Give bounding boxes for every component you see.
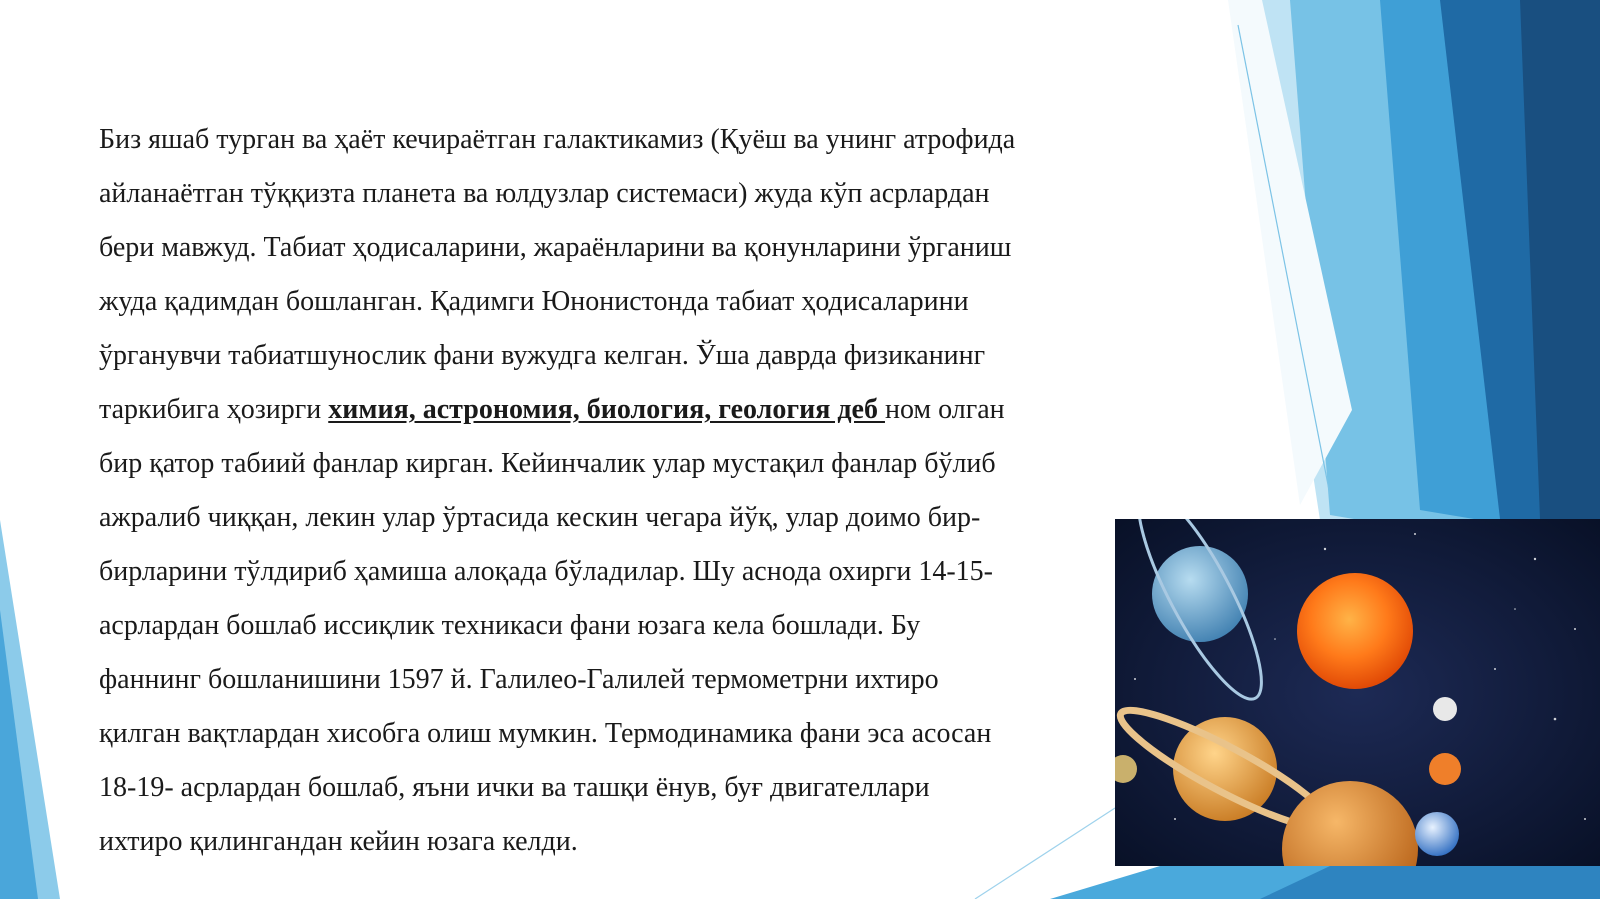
solar-system-image — [1115, 519, 1600, 866]
paragraph-text-part-2: ном олган бир қатор табиий фанлар кирган. Кейинчалик улар мустақил фанлар бўлиб ажралиб чиққан, лекин улар ўртасида кескин чегара йўқ, улар доимо бир- бирларини тўлдириб ҳамиша алоқада бўладилар. Шу аснода охирги 14-15- асрлардан бошлаб иссиқлик техникаси фани юзага кела бошлади. Бу фаннинг бошланишини 1597 й. Галилео-Галилей термометрни ихтиро қилган вақтлардан хисобга олиш мумкин. Термодинамика фани эса асосан 18-19- асрлардан бошлаб, яъни ички ва ташқи ёнув, буғ двигателлари ихтиро қилингандан кейин юзага келди. — [99, 394, 1005, 857]
paragraph-text-part-1: Биз яшаб турган ва ҳаёт кечираётган галактикамиз (Қуёш ва унинг атрофида айланаётган тўққизта планета ва юлдузлар системаси) жуда кўп асрлардан бери мавжуд. Табиат ҳодисаларини, жараёнларини ва қонунларини ўрганиш жуда қадимдан бошланган. Қадимги Юнонистонда табиат ҳодисаларини ўрганувчи табиатшунослик фани вужудга келган. Ўша даврда физиканинг таркибига ҳозирги — [99, 124, 1016, 425]
paragraph-emphasis-sciences: химия, астрономия, биология, геология деб — [328, 394, 885, 425]
body-paragraph — [99, 113, 1099, 869]
solar-system-illustration-icon — [1115, 519, 1600, 866]
